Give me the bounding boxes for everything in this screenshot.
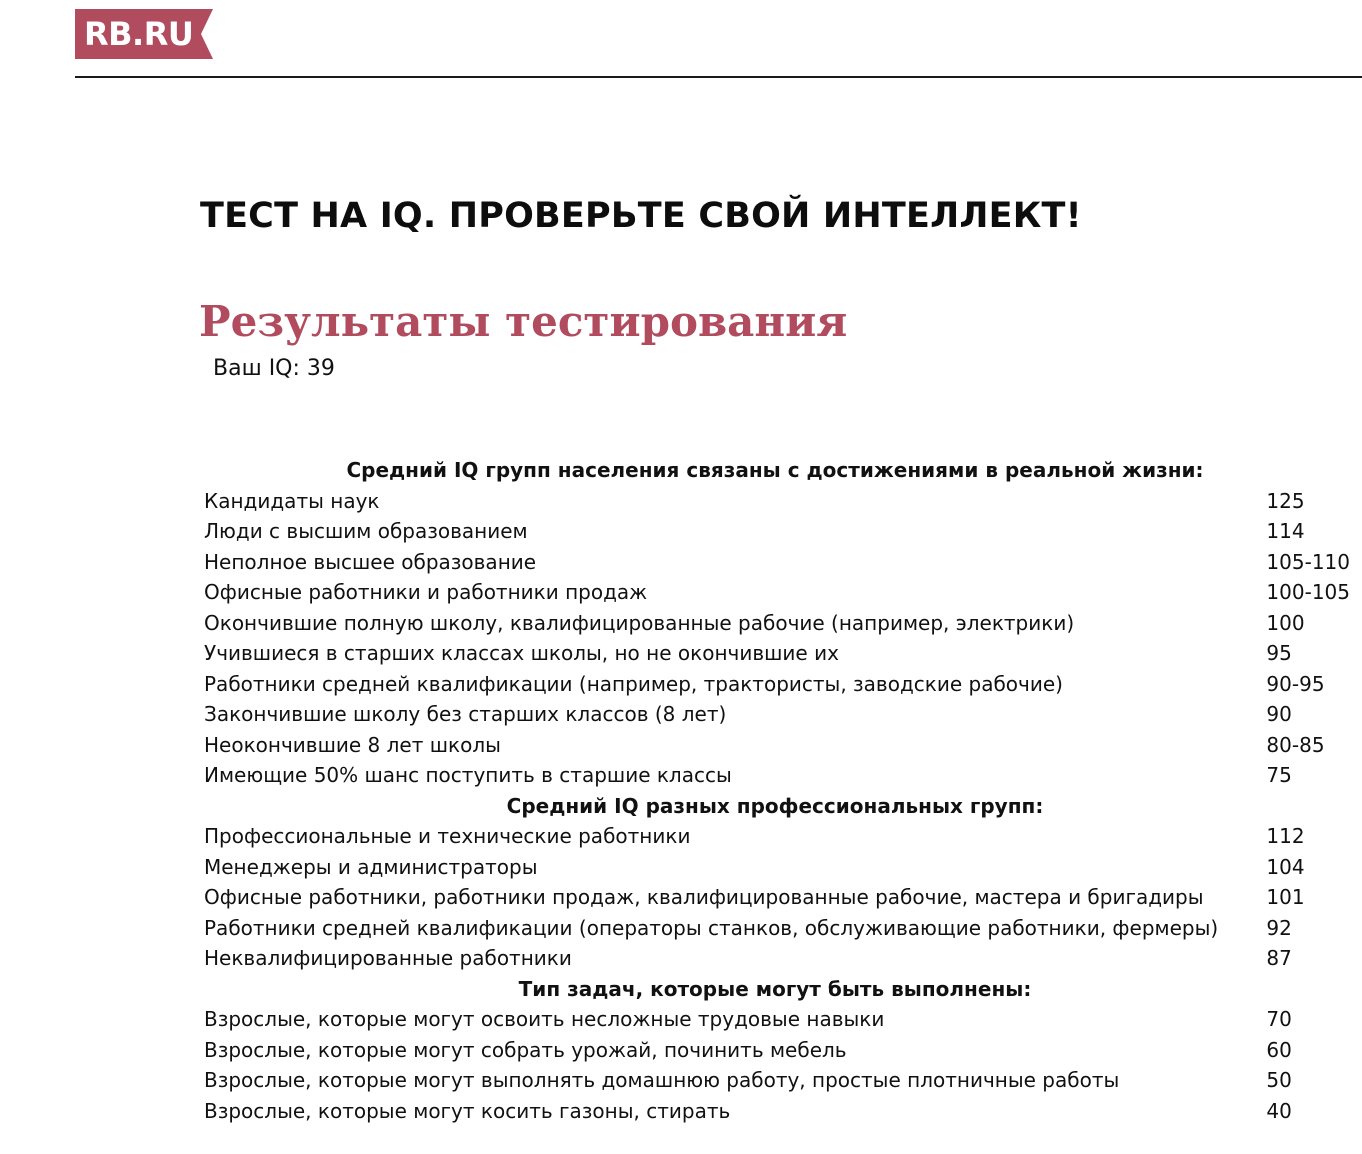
section-heading: Средний IQ групп населения связаны с достижениями в реальной жизни: xyxy=(346,458,1204,483)
iq-comparison-table xyxy=(200,455,1350,1126)
row-label: Неокончившие 8 лет школы xyxy=(204,732,501,757)
row-iq-value: 95 xyxy=(1266,641,1292,666)
row-label: Менеджеры и администраторы xyxy=(204,854,538,879)
table-row xyxy=(200,1065,1350,1096)
table-row xyxy=(200,608,1350,639)
row-iq-value: 100-105 xyxy=(1266,580,1350,605)
section-heading-row xyxy=(200,791,1350,822)
site-logo[interactable] xyxy=(75,9,213,59)
results-title: Результаты тестирования xyxy=(199,297,848,346)
row-label: Работники средней квалификации (операторы станков, обслуживающие работники, фермеры) xyxy=(204,915,1219,940)
row-iq-value: 114 xyxy=(1266,519,1305,544)
row-label: Взрослые, которые могут косить газоны, стирать xyxy=(204,1098,731,1123)
row-label: Взрослые, которые могут выполнять домашнюю работу, простые плотничные работы xyxy=(204,1068,1120,1093)
row-iq-value: 100 xyxy=(1266,610,1305,635)
row-iq-value: 125 xyxy=(1266,488,1305,513)
table-row xyxy=(200,913,1350,944)
table-row xyxy=(200,1096,1350,1127)
row-label: Работники средней квалификации (например, трактористы, заводские рабочие) xyxy=(204,671,1063,696)
table-row xyxy=(200,638,1350,669)
row-iq-value: 90-95 xyxy=(1266,671,1325,696)
row-iq-value: 80-85 xyxy=(1266,732,1325,757)
page-title: ТЕСТ НА IQ. ПРОВЕРЬТЕ СВОЙ ИНТЕЛЛЕКТ! xyxy=(200,196,1082,236)
section-heading: Тип задач, которые могут быть выполнены: xyxy=(518,976,1032,1001)
table-row xyxy=(200,943,1350,974)
row-label: Профессиональные и технические работники xyxy=(204,824,691,849)
table-row xyxy=(200,699,1350,730)
row-iq-value: 60 xyxy=(1266,1037,1292,1062)
row-iq-value: 105-110 xyxy=(1266,549,1350,574)
row-label: Кандидаты наук xyxy=(204,488,380,513)
table-row xyxy=(200,1035,1350,1066)
row-iq-value: 101 xyxy=(1266,885,1305,910)
iq-score: Ваш IQ: 39 xyxy=(213,356,335,381)
row-label: Закончившие школу без старших классов (8 лет) xyxy=(204,702,727,727)
row-label: Имеющие 50% шанс поступить в старшие классы xyxy=(204,763,732,788)
section-heading: Средний IQ разных профессиональных групп: xyxy=(506,793,1044,818)
row-label: Учившиеся в старших классах школы, но не окончившие их xyxy=(204,641,839,666)
section-heading-row xyxy=(200,455,1350,486)
row-iq-value: 70 xyxy=(1266,1007,1292,1032)
logo-text: RB.RU xyxy=(84,15,194,53)
row-label: Взрослые, которые могут собрать урожай, починить мебель xyxy=(204,1037,847,1062)
row-label: Взрослые, которые могут освоить несложные трудовые навыки xyxy=(204,1007,885,1032)
row-label: Офисные работники, работники продаж, квалифицированные рабочие, мастера и бригадиры xyxy=(204,885,1204,910)
row-label: Окончившие полную школу, квалифицированные рабочие (например, электрики) xyxy=(204,610,1075,635)
table-row xyxy=(200,516,1350,547)
row-label: Неполное высшее образование xyxy=(204,549,537,574)
header-divider xyxy=(75,76,1362,78)
row-iq-value: 50 xyxy=(1266,1068,1292,1093)
row-iq-value: 104 xyxy=(1266,854,1305,879)
table-row xyxy=(200,1004,1350,1035)
table-row xyxy=(200,486,1350,517)
section-heading-row xyxy=(200,974,1350,1005)
row-iq-value: 112 xyxy=(1266,824,1305,849)
row-iq-value: 87 xyxy=(1266,946,1292,971)
table-row xyxy=(200,577,1350,608)
table-row xyxy=(200,882,1350,913)
table-row xyxy=(200,730,1350,761)
table-row xyxy=(200,821,1350,852)
row-iq-value: 90 xyxy=(1266,702,1292,727)
row-label: Неквалифицированные работники xyxy=(204,946,572,971)
row-iq-value: 75 xyxy=(1266,763,1292,788)
row-iq-value: 40 xyxy=(1266,1098,1292,1123)
row-iq-value: 92 xyxy=(1266,915,1292,940)
table-row xyxy=(200,760,1350,791)
row-label: Офисные работники и работники продаж xyxy=(204,580,648,605)
table-row xyxy=(200,547,1350,578)
row-label: Люди с высшим образованием xyxy=(204,519,528,544)
table-row xyxy=(200,669,1350,700)
table-row xyxy=(200,852,1350,883)
